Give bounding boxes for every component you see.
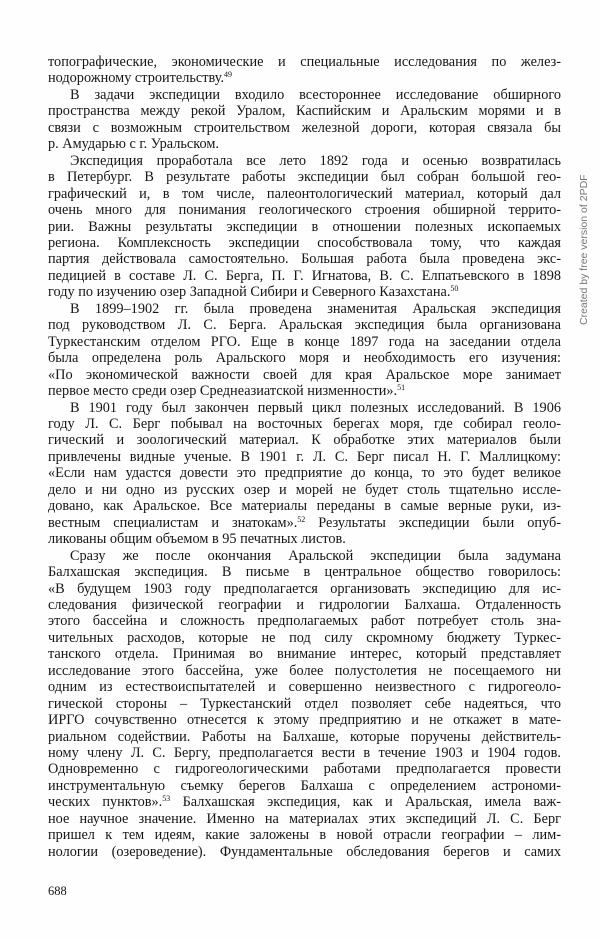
text-line — [48, 70, 561, 86]
text-segment: Результаты экспедиции были опуб- — [305, 514, 562, 531]
text-line: «В будущем 1903 году предполагается организовать экспедицию для ис- — [48, 580, 561, 597]
text-line: нологии (озероведение). Фундаментальные обследования берегов и самих — [48, 843, 561, 860]
text-line — [48, 515, 561, 531]
text-line: довано, как Аральское. Все материалы переданы в самые верные руки, из- — [48, 498, 561, 515]
text-line: ликованы общим объемом в 95 печатных листов. — [48, 531, 346, 548]
text-line: В 1899–1902 гг. была проведена знаменитая Аральская экспедиция — [70, 300, 561, 317]
paragraph — [48, 54, 561, 87]
text-line: топографические, экономические и специальные исследования по желез- — [48, 54, 561, 70]
text-line: риальном содействии. Работы на Балхаше, которые поручены действитель- — [48, 728, 561, 745]
text-line: Балхашская экспедиция. В письме в центральное общество говорилось: — [48, 564, 561, 581]
text-line: этого бассейна и сложность предполагаемых работ потребует столь зна- — [48, 613, 561, 630]
text-line: была определена роль Аральского моря и необходимость его изучения: — [48, 350, 561, 367]
text-line: рии. Важны результаты экспедиции в отношении полезных ископаемых — [48, 218, 561, 235]
text-line — [48, 284, 561, 300]
text-line: году Л. С. Берг побывал на восточных берегах моря, где собирал геоло- — [48, 415, 561, 432]
text-segment: ческих пунктов». — [48, 794, 163, 811]
text-segment: первое место среди озер Среднеазиатской низменности». — [48, 383, 398, 400]
text-segment: вестным специалистам и знатокам». — [48, 514, 298, 531]
paragraph — [48, 400, 561, 548]
footnote-reference: 50 — [450, 284, 459, 294]
text-line: привлечены видные ученые. В 1901 г. Л. С. Берг писал Н. Г. Маллицкому: — [48, 448, 561, 465]
text-line: следования физической географии и гидрологии Балхаша. Отдаленность — [48, 596, 561, 613]
text-line: в Петербург. В результате работы экспедиции был собран большой гео- — [48, 169, 561, 186]
text-line: педицией в составе Л. С. Берга, П. Г. Игнатова, В. С. Елпатьевского в 1898 — [48, 267, 561, 284]
text-line: гической стороны – Туркестанский отдел позволяет себе надеяться, что — [48, 695, 561, 712]
text-line: региона. Комплексность экспедиции способствовала тому, что каждая — [48, 234, 561, 251]
body-text — [48, 54, 561, 860]
text-line: В задачи экспедиции входило всестороннее исследование обширного — [70, 86, 561, 103]
text-line: «По экономической важности своей для края Аральское море занимает — [48, 366, 561, 383]
footnote-reference: 49 — [224, 70, 233, 80]
text-line: чительных расходов, которые не под силу скромному бюджету Туркес- — [48, 629, 561, 646]
text-line: Сразу же после окончания Аральской экспедиции была задумана — [70, 547, 561, 564]
text-line: «Если нам удастся довести это предприятие до конца, то это будет великое — [48, 465, 561, 482]
page-number: 688 — [48, 884, 67, 898]
text-line: одним из естествоиспытателей и совершенно неизвестного с гидрогеоло- — [48, 679, 561, 696]
text-line: р. Амударью с г. Уральском. — [48, 136, 219, 153]
footnote-reference: 51 — [397, 383, 406, 393]
text-line: связи с возможным строительством железной дороги, которая связала бы — [48, 119, 561, 136]
paragraph — [48, 87, 561, 153]
paragraph — [48, 301, 561, 400]
text-segment: нодорожному строительству. — [48, 70, 225, 87]
paragraph — [48, 153, 561, 301]
text-line: ное научное значение. Именно на материалах этих экспедиций Л. С. Берг — [48, 810, 561, 827]
text-line — [48, 383, 561, 399]
text-line: инструментальную съемку берегов Балхаша с определением астрономи- — [48, 777, 561, 794]
text-line: Экспедиция проработала все лето 1892 года и осенью возвратилась — [70, 152, 561, 169]
text-line: графический и, в том числе, палеонтологический материал, который дал — [48, 185, 561, 202]
text-line: под руководством Л. С. Берга. Аральская экспедиция была организована — [48, 317, 561, 334]
text-line: ному члену Л. С. Бергу, предполагается вести в течение 1903 и 1904 годов. — [48, 745, 561, 762]
text-segment: году по изучению озер Западной Сибири и Северного Казахстана. — [48, 284, 451, 301]
text-line: Одновременно с гидрогеологическими работами предполагается провести — [48, 761, 561, 778]
text-line: ИРГО сочувственно отнесется к этому предприятию и не откажет в мате- — [48, 712, 561, 729]
text-line: дело и ни одно из русских озер и морей не будет столь тщательно иссле- — [48, 481, 561, 498]
footnote-reference: 52 — [297, 514, 306, 524]
text-line: пространства между рекой Уралом, Каспийским и Аральским морями и в — [48, 103, 561, 120]
text-line: Туркестанским отделом РГО. Еще в конце 1897 года на заседании отдела — [48, 333, 561, 350]
paragraph — [48, 548, 561, 861]
footnote-reference: 53 — [162, 794, 171, 804]
watermark: Created by free version of 2PDF — [578, 174, 590, 326]
text-line: пришел к тем идеям, какие заложены в новой отрасли географии – лим- — [48, 827, 561, 844]
text-line — [48, 794, 561, 810]
text-segment: Балхашская экспедиция, как и Аральская, имела важ- — [170, 794, 561, 811]
text-line: очень много для понимания геологического строения обширной террито- — [48, 202, 561, 219]
text-line: гический и зоологический материал. К обработке этих материалов были — [48, 432, 561, 449]
text-line: партия действовала самостоятельно. Большая работа была проведена экс- — [48, 251, 561, 268]
text-line: В 1901 году был закончен первый цикл полезных исследований. В 1906 — [70, 399, 561, 416]
text-line: танского отдела. Принимая во внимание интерес, который представляет — [48, 646, 561, 663]
text-line: исследование этого бассейна, уже более полустолетия не посещаемого ни — [48, 662, 561, 679]
